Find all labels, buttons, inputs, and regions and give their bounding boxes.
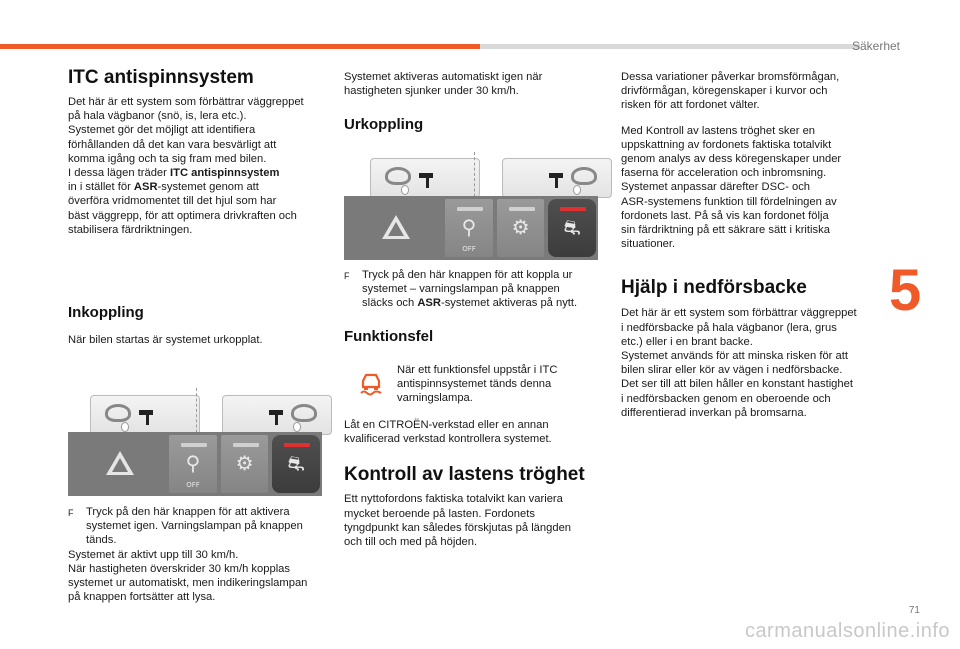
- led-indicator: [457, 207, 483, 211]
- steering-wheel-left-icon: [90, 395, 200, 435]
- airbag-icon: ⚲: [461, 217, 477, 239]
- accent-bar: [0, 44, 480, 49]
- bullet-deactivate: F Tryck på den här knappen för att koppla ur systemet – varningslampan på knappen släcks och ASR-systemet aktiveras på nytt.: [344, 269, 578, 310]
- itc-button[interactable]: [548, 199, 596, 257]
- column-3: [621, 70, 883, 428]
- column-2-body: [344, 268, 606, 356]
- kontroll-text: Ett nyttofordons faktiska totalvikt kan variera mycket beroende på lasten. Fordonets tyngdpunkt kan således förskjutas på längden och till och med på höjden.: [344, 493, 572, 549]
- urkoppling-title: Urkoppling: [344, 116, 424, 134]
- traction-icon: ⛐: [563, 217, 581, 239]
- settings-icon: ⚙: [235, 453, 254, 475]
- airbag-icon: ⚲: [185, 453, 201, 475]
- settings-icon: ⚙: [511, 217, 530, 239]
- funktionsfel-advice: Låt en CITROËN-verkstad eller en annan kvalificerad verkstad kontrollera systemet.: [344, 419, 552, 446]
- activate-instructions: [68, 505, 330, 612]
- button-console-1: [68, 432, 322, 496]
- led-indicator: [233, 443, 259, 447]
- column-2-top: [344, 70, 606, 134]
- airbag-off-button[interactable]: ⚲ OFF: [169, 435, 217, 493]
- page-number: 71: [908, 605, 920, 616]
- airbag-off-button[interactable]: ⚲ OFF: [445, 199, 493, 257]
- watermark: carmanualsonline.info: [744, 620, 950, 642]
- hjalp-title: Hjälp i nedförsbacke: [621, 277, 807, 299]
- column-2-bottom: [344, 418, 606, 557]
- steering-wheel-left-icon: [370, 158, 480, 198]
- led-indicator: [181, 443, 207, 447]
- kontroll-title: Kontroll av lastens tröghet: [344, 464, 585, 486]
- hjalp-text: Det här är ett system som förbättrar väggreppet i nedförsbacke på hala vägbanor (lera, grus etc.) eller i en brant backe. Systemet används för att minska risken för att bilen slirar eller kör av vägen i nedförsbacke. Det ser till att bilen håller en konstant hastighet i nedförsbacken genom en oberoende och differentierad inverkan på bromsarna.: [621, 307, 857, 419]
- itc-button[interactable]: [272, 435, 320, 493]
- itc-intro: Det här är ett system som förbättrar väggreppet på hala vägbanor (snö, is, lera etc.). Systemet gör det möjligt att identifiera förhållanden då det kan vara besvärligt att komma igång och ta sig fram med bilen. I dessa lägen träder ITC antispinnsystem in i stället för ASR-systemet genom att överföra vridmomentet till det hjul som har bäst väggrepp, för att optimera drivkraften och stabilisera färdriktningen.: [68, 96, 304, 236]
- activate-note: Systemet är aktivt upp till 30 km/h. När hastigheten överskrider 30 km/h kopplas systemet ur automatiskt, men indikeringslampan på knappen fortsätter att lysa.: [68, 548, 308, 604]
- bullet-activate: F Tryck på den här knappen för att aktivera systemet igen. Varningslampan på knappen tänds.: [68, 506, 303, 547]
- variation-text: Dessa variationer påverkar bromsförmågan, drivförmågan, köregenskaper i kurvor och risken för att fordonet välter.: [621, 71, 840, 112]
- led-indicator-red: [560, 207, 586, 211]
- driver-assist-button[interactable]: [497, 199, 545, 257]
- funktionsfel-title: Funktionsfel: [344, 327, 434, 345]
- hazard-icon: [106, 451, 134, 475]
- steering-wheel-right-icon: [222, 395, 332, 435]
- itc-title: ITC antispinnsystem: [68, 67, 254, 88]
- inkoppling-section: [68, 304, 330, 355]
- hazard-button[interactable]: [346, 199, 441, 257]
- led-indicator-red: [284, 443, 310, 447]
- bullet-marker: F: [344, 271, 350, 281]
- traction-warning-icon: [355, 367, 387, 399]
- led-indicator: [509, 207, 535, 211]
- section-title: Säkerhet: [851, 39, 900, 53]
- funktionsfel-description: [397, 363, 607, 414]
- steering-wheel-right-icon: [502, 158, 612, 198]
- inkoppling-text: När bilen startas är systemet urkopplat.: [68, 334, 263, 346]
- traction-icon: ⛐: [287, 453, 305, 475]
- column-1: [68, 67, 330, 245]
- inertia-text: Med Kontroll av lastens tröghet sker en uppskattning av fordonets faktiska totalvikt genom analys av dess köregenskaper under faserna för acceleration och inbromsning. Systemet anpassar därefter DSC- och ASR-systemens funktion till fördelningen av fordonets last. På så vis kan fordonet följa sin färdriktning på ett säkrare sätt i kritiska situationer.: [621, 124, 842, 251]
- inkoppling-title: Inkoppling: [68, 304, 144, 321]
- chapter-number: 5: [889, 258, 922, 323]
- hazard-icon: [382, 215, 410, 239]
- funktionsfel-text: När ett funktionsfel uppstår i ITC antispinnsystemet tänds denna varningslampa.: [397, 364, 558, 405]
- header-rule: [480, 44, 860, 49]
- button-console-2: [344, 196, 598, 260]
- driver-assist-button[interactable]: [221, 435, 269, 493]
- hazard-button[interactable]: [70, 435, 165, 493]
- bullet-marker: F: [68, 508, 74, 518]
- reactivation-text: Systemet aktiveras automatiskt igen när hastigheten sjunker under 30 km/h.: [344, 71, 543, 98]
